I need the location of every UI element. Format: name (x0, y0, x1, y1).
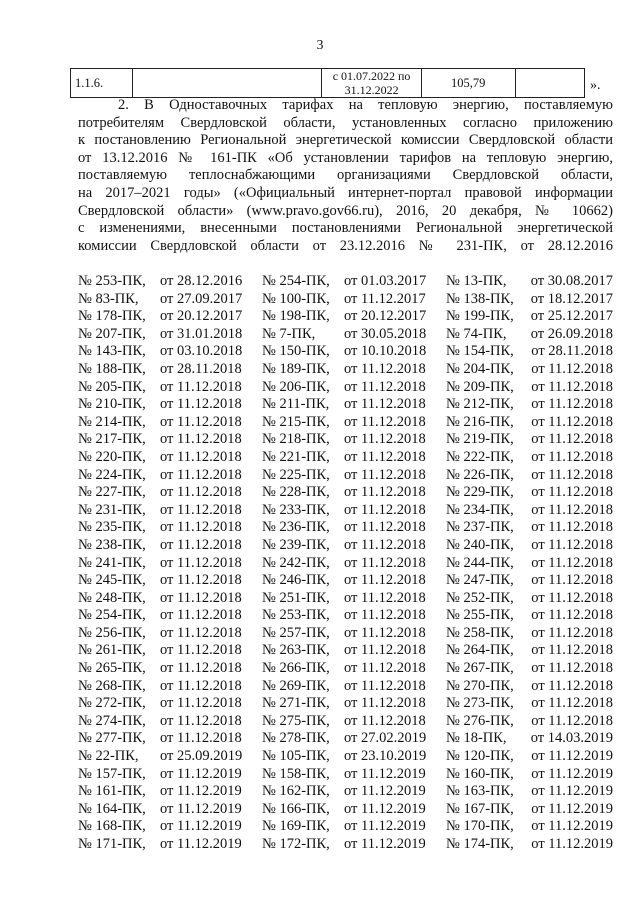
resolution-date: от 11.12.2018 (344, 431, 426, 448)
list-item (78, 484, 613, 502)
resolution-number: № 265-ПК, (78, 660, 146, 677)
list-item (78, 607, 613, 625)
resolution-number: № 238-ПК, (78, 536, 146, 553)
resolution-date: от 28.11.2018 (160, 360, 242, 377)
resolution-number: № 246-ПК, (262, 572, 330, 589)
list-item (78, 537, 613, 555)
resolution-date: от 01.03.2017 (344, 273, 427, 289)
resolution-date: от 11.12.2018 (344, 536, 426, 553)
list-item (78, 467, 613, 485)
resolution-date: от 23.10.2019 (344, 748, 427, 765)
resolution-date: от 11.12.2018 (160, 695, 242, 712)
resolution-date: от 11.12.2018 (344, 448, 426, 465)
resolution-date: от 11.12.2018 (160, 484, 242, 501)
resolution-number: № 268-ПК, (78, 677, 146, 694)
list-item (78, 449, 613, 467)
resolution-date: от 03.10.2018 (160, 343, 243, 360)
resolution-number: № 217-ПК, (78, 431, 146, 448)
resolution-number: № 178-ПК, (78, 308, 146, 325)
resolution-date: от 11.12.2018 (160, 677, 242, 694)
resolution-number: № 254-ПК, (78, 607, 146, 624)
resolution-number: № 252-ПК, (446, 589, 514, 606)
table-row (71, 69, 585, 98)
resolution-number: № 264-ПК, (446, 642, 514, 659)
resolution-number: № 263-ПК, (262, 642, 330, 659)
period-line-2: 31.12.2022 (344, 83, 399, 97)
resolution-number: № 224-ПК, (78, 466, 146, 483)
resolution-date: от 11.12.2018 (344, 642, 426, 659)
resolution-date: от 11.12.2018 (531, 519, 613, 536)
resolution-number: № 237-ПК, (446, 519, 514, 536)
paragraph-line: Свердловской области» (www.pravo.gov66.ru), 2016, 20 декабря, № 10662) (78, 202, 613, 219)
resolution-date: от 11.12.2018 (344, 677, 426, 694)
resolution-date: от 11.12.2018 (160, 730, 242, 747)
resolution-number: № 247-ПК, (446, 572, 514, 589)
paragraph-line: поставляемую теплоснабжающими организациями Свердловской области, (78, 167, 613, 184)
resolution-number: № 172-ПК, (262, 836, 330, 852)
resolution-number: № 218-ПК, (262, 431, 330, 448)
resolution-date: от 11.12.2019 (531, 800, 613, 817)
table-cell-number: 1.1.6. (71, 69, 133, 98)
resolution-date: от 25.09.2019 (160, 748, 243, 765)
resolution-number: № 7-ПК, (262, 325, 316, 342)
resolution-date: от 11.12.2019 (344, 800, 426, 817)
resolution-date: от 11.12.2018 (344, 413, 426, 430)
resolution-date: от 11.12.2019 (344, 783, 426, 800)
resolution-date: от 11.12.2018 (531, 624, 613, 641)
resolution-number: № 206-ПК, (262, 378, 330, 395)
table-cell-empty (133, 69, 322, 98)
resolution-date: от 11.12.2018 (160, 378, 242, 395)
list-item (78, 590, 613, 608)
resolution-date: от 11.12.2018 (531, 607, 613, 624)
resolution-number: № 219-ПК, (446, 431, 514, 448)
resolution-number: № 174-ПК, (446, 836, 514, 852)
resolution-date: от 11.12.2018 (160, 660, 242, 677)
page-number: 3 (316, 38, 324, 53)
resolution-date: от 11.12.2018 (160, 431, 242, 448)
resolution-date: от 11.12.2019 (160, 800, 242, 817)
list-item (78, 678, 613, 696)
resolution-number: № 138-ПК, (446, 290, 514, 307)
resolution-number: № 266-ПК, (262, 660, 330, 677)
resolution-number: № 242-ПК, (262, 554, 330, 571)
resolution-number: № 261-ПК, (78, 642, 146, 659)
resolution-date: от 11.12.2019 (160, 836, 242, 852)
resolution-date: от 11.12.2018 (531, 712, 613, 729)
resolution-date: от 11.12.2018 (344, 396, 426, 413)
resolution-number: № 160-ПК, (446, 765, 514, 782)
list-item (78, 766, 613, 784)
resolution-number: № 276-ПК, (446, 712, 514, 729)
resolution-number: № 231-ПК, (78, 501, 146, 518)
closing-quote: ». (590, 78, 601, 93)
paragraph-line: к постановлению Региональной энергетической комиссии Свердловской области (78, 132, 613, 149)
resolution-number: № 258-ПК, (446, 624, 514, 641)
resolution-date: от 31.01.2018 (160, 325, 243, 342)
resolution-date: от 11.12.2018 (531, 677, 613, 694)
list-item (78, 343, 613, 361)
resolution-date: от 11.12.2018 (531, 396, 613, 413)
resolution-number: № 253-ПК, (262, 607, 330, 624)
list-item (78, 695, 613, 713)
paragraph-line: от 13.12.2016 № 161-ПК «Об установлении тарифов на тепловую энергию, (78, 149, 613, 166)
resolution-number: № 215-ПК, (262, 413, 330, 430)
list-item (78, 291, 613, 309)
resolution-date: от 11.12.2018 (531, 466, 613, 483)
resolution-number: № 158-ПК, (262, 765, 330, 782)
resolution-date: от 11.12.2018 (344, 360, 426, 377)
list-item (78, 361, 613, 379)
resolution-date: от 11.12.2018 (160, 712, 242, 729)
paragraph-line: 2. В Одноставочных тарифах на тепловую энергию, поставляемую (118, 97, 613, 113)
resolution-date: от 11.12.2018 (531, 501, 613, 518)
resolution-date: от 11.12.2018 (344, 484, 426, 501)
resolution-date: от 11.12.2019 (160, 818, 242, 835)
resolution-date: от 11.12.2018 (344, 466, 426, 483)
resolution-date: от 11.12.2018 (531, 413, 613, 430)
resolution-number: № 225-ПК, (262, 466, 330, 483)
resolution-number: № 244-ПК, (446, 554, 514, 571)
resolution-number: № 234-ПК, (446, 501, 514, 518)
list-item (78, 801, 613, 819)
resolution-date: от 11.12.2017 (344, 290, 426, 307)
resolution-number: № 143-ПК, (78, 343, 146, 360)
list-item (78, 660, 613, 678)
tariff-table (70, 68, 585, 98)
resolution-list (78, 273, 613, 854)
resolution-date: от 11.12.2018 (160, 554, 242, 571)
resolution-number: № 214-ПК, (78, 413, 146, 430)
resolution-date: от 11.12.2018 (531, 695, 613, 712)
resolution-number: № 240-ПК, (446, 536, 514, 553)
list-item (78, 555, 613, 573)
resolution-date: от 11.12.2019 (344, 836, 426, 852)
table-cell-empty (515, 69, 584, 98)
paragraph-line: на 2017–2021 годы» («Официальный интернет-портал правовой информации (78, 184, 613, 201)
resolution-date: от 11.12.2019 (160, 765, 242, 782)
resolution-number: № 100-ПК, (262, 290, 330, 307)
resolution-date: от 11.12.2018 (160, 413, 242, 430)
resolution-number: № 157-ПК, (78, 765, 146, 782)
resolution-number: № 271-ПК, (262, 695, 330, 712)
list-item (78, 414, 613, 432)
resolution-number: № 248-ПК, (78, 589, 146, 606)
table-cell-value: 105,79 (421, 69, 515, 98)
resolution-number: № 220-ПК, (78, 448, 146, 465)
resolution-date: от 11.12.2018 (160, 589, 242, 606)
resolution-date: от 11.12.2018 (160, 572, 242, 589)
resolution-number: № 18-ПК, (446, 730, 507, 747)
resolution-number: № 221-ПК, (262, 448, 330, 465)
resolution-date: от 11.12.2018 (344, 572, 426, 589)
list-item (78, 836, 613, 854)
resolution-date: от 11.12.2018 (160, 624, 242, 641)
resolution-number: № 171-ПК, (78, 836, 146, 852)
resolution-number: № 163-ПК, (446, 783, 514, 800)
resolution-date: от 11.12.2019 (344, 818, 426, 835)
resolution-date: от 18.12.2017 (530, 290, 613, 307)
table-cell-period (322, 69, 421, 98)
resolution-number: № 207-ПК, (78, 325, 146, 342)
resolution-date: от 11.12.2018 (160, 448, 242, 465)
list-item (78, 519, 613, 537)
resolution-date: от 11.12.2018 (531, 431, 613, 448)
resolution-number: № 236-ПК, (262, 519, 330, 536)
resolution-number: № 170-ПК, (446, 818, 514, 835)
resolution-number: № 212-ПК, (446, 396, 514, 413)
list-item (78, 783, 613, 801)
resolution-number: № 198-ПК, (262, 308, 330, 325)
resolution-number: № 272-ПК, (78, 695, 146, 712)
resolution-number: № 227-ПК, (78, 484, 146, 501)
period-line-1: с 01.07.2022 по (332, 69, 411, 83)
resolution-number: № 274-ПК, (78, 712, 146, 729)
resolution-date: от 11.12.2018 (344, 501, 426, 518)
resolution-date: от 11.12.2019 (531, 748, 613, 765)
resolution-number: № 166-ПК, (262, 800, 330, 817)
list-item (78, 818, 613, 836)
resolution-number: № 161-ПК, (78, 783, 146, 800)
resolution-date: от 11.12.2018 (160, 396, 242, 413)
resolution-number: № 120-ПК, (446, 748, 514, 765)
resolution-number: № 199-ПК, (446, 308, 514, 325)
resolution-date: от 11.12.2018 (344, 378, 426, 395)
resolution-number: № 222-ПК, (446, 448, 514, 465)
resolution-number: № 162-ПК, (262, 783, 330, 800)
resolution-date: от 14.03.2019 (530, 730, 613, 747)
resolution-date: от 11.12.2019 (531, 765, 613, 782)
resolution-number: № 216-ПК, (446, 413, 514, 430)
resolution-date: от 30.05.2018 (344, 325, 427, 342)
resolution-number: № 255-ПК, (446, 607, 514, 624)
list-item (78, 748, 613, 766)
resolution-number: № 277-ПК, (78, 730, 146, 747)
list-item (78, 625, 613, 643)
resolution-number: № 254-ПК, (262, 273, 330, 289)
list-item (78, 713, 613, 731)
resolution-number: № 256-ПК, (78, 624, 146, 641)
list-item (78, 273, 613, 291)
resolution-date: от 11.12.2019 (344, 765, 426, 782)
resolution-date: от 30.08.2017 (530, 273, 613, 289)
resolution-date: от 11.12.2018 (344, 589, 426, 606)
resolution-number: № 189-ПК, (262, 360, 330, 377)
resolution-number: № 168-ПК, (78, 818, 146, 835)
resolution-number: № 251-ПК, (262, 589, 330, 606)
resolution-number: № 74-ПК, (446, 325, 507, 342)
resolution-date: от 11.12.2018 (344, 607, 426, 624)
resolution-date: от 11.12.2018 (531, 589, 613, 606)
resolution-date: от 28.11.2018 (531, 343, 613, 360)
resolution-number: № 205-ПК, (78, 378, 146, 395)
paragraph-line: потребителям Свердловской области, установленных согласно приложению (78, 114, 613, 131)
resolution-date: от 11.12.2018 (160, 536, 242, 553)
list-item (78, 642, 613, 660)
resolution-number: № 253-ПК, (78, 273, 146, 289)
list-item (78, 379, 613, 397)
resolution-date: от 20.12.2017 (160, 308, 243, 325)
resolution-number: № 278-ПК, (262, 730, 330, 747)
resolution-number: № 233-ПК, (262, 501, 330, 518)
resolution-date: от 11.12.2018 (160, 519, 242, 536)
resolution-number: № 105-ПК, (262, 748, 330, 765)
resolution-date: от 11.12.2018 (344, 695, 426, 712)
resolution-number: № 188-ПК, (78, 360, 146, 377)
list-item (78, 308, 613, 326)
resolution-date: от 11.12.2018 (531, 448, 613, 465)
resolution-number: № 269-ПК, (262, 677, 330, 694)
resolution-date: от 27.02.2019 (344, 730, 427, 747)
resolution-date: от 11.12.2018 (344, 554, 426, 571)
resolution-number: № 167-ПК, (446, 800, 514, 817)
resolution-number: № 83-ПК, (78, 290, 139, 307)
resolution-number: № 204-ПК, (446, 360, 514, 377)
resolution-number: № 169-ПК, (262, 818, 330, 835)
list-item (78, 730, 613, 748)
resolution-date: от 11.12.2018 (531, 536, 613, 553)
resolution-number: № 267-ПК, (446, 660, 514, 677)
resolution-date: от 11.12.2018 (344, 712, 426, 729)
resolution-number: № 209-ПК, (446, 378, 514, 395)
resolution-date: от 11.12.2019 (160, 783, 242, 800)
resolution-number: № 164-ПК, (78, 800, 146, 817)
resolution-date: от 11.12.2018 (160, 607, 242, 624)
resolution-date: от 25.12.2017 (530, 308, 613, 325)
resolution-date: от 11.12.2018 (344, 660, 426, 677)
resolution-date: от 10.10.2018 (344, 343, 427, 360)
resolution-number: № 239-ПК, (262, 536, 330, 553)
resolution-number: № 13-ПК, (446, 273, 507, 289)
resolution-number: № 245-ПК, (78, 572, 146, 589)
resolution-number: № 257-ПК, (262, 624, 330, 641)
resolution-date: от 27.09.2017 (160, 290, 243, 307)
list-item (78, 572, 613, 590)
resolution-number: № 210-ПК, (78, 396, 146, 413)
paragraph-line: комиссии Свердловской области от 23.12.2016 № 231-ПК, от 28.12.2016 (78, 237, 613, 254)
list-item (78, 502, 613, 520)
resolution-date: от 11.12.2018 (160, 501, 242, 518)
list-item (78, 396, 613, 414)
resolution-date: от 11.12.2019 (531, 783, 613, 800)
resolution-number: № 273-ПК, (446, 695, 514, 712)
resolution-date: от 11.12.2018 (531, 642, 613, 659)
resolution-date: от 20.12.2017 (344, 308, 427, 325)
resolution-date: от 11.12.2018 (531, 660, 613, 677)
resolution-number: № 229-ПК, (446, 484, 514, 501)
paragraph-2 (78, 97, 613, 255)
resolution-number: № 22-ПК, (78, 748, 139, 765)
resolution-number: № 226-ПК, (446, 466, 514, 483)
resolution-number: № 275-ПК, (262, 712, 330, 729)
resolution-date: от 11.12.2019 (531, 818, 613, 835)
resolution-date: от 11.12.2018 (531, 554, 613, 571)
resolution-number: № 241-ПК, (78, 554, 146, 571)
resolution-date: от 11.12.2018 (344, 624, 426, 641)
resolution-date: от 11.12.2018 (344, 519, 426, 536)
resolution-date: от 11.12.2018 (531, 572, 613, 589)
resolution-number: № 154-ПК, (446, 343, 514, 360)
resolution-number: № 211-ПК, (262, 396, 330, 413)
resolution-number: № 228-ПК, (262, 484, 330, 501)
resolution-date: от 11.12.2018 (531, 378, 613, 395)
resolution-date: от 26.09.2018 (530, 325, 613, 342)
resolution-number: № 235-ПК, (78, 519, 146, 536)
resolution-date: от 11.12.2018 (160, 642, 242, 659)
list-item (78, 431, 613, 449)
list-item (78, 326, 613, 344)
resolution-date: от 28.12.2016 (160, 273, 243, 289)
paragraph-line: с изменениями, внесенными постановлениями Региональной энергетической (78, 220, 613, 237)
resolution-number: № 150-ПК, (262, 343, 330, 360)
resolution-date: от 11.12.2018 (160, 466, 242, 483)
resolution-date: от 11.12.2018 (531, 484, 613, 501)
resolution-date: от 11.12.2019 (531, 836, 613, 852)
resolution-number: № 270-ПК, (446, 677, 514, 694)
resolution-date: от 11.12.2018 (531, 360, 613, 377)
